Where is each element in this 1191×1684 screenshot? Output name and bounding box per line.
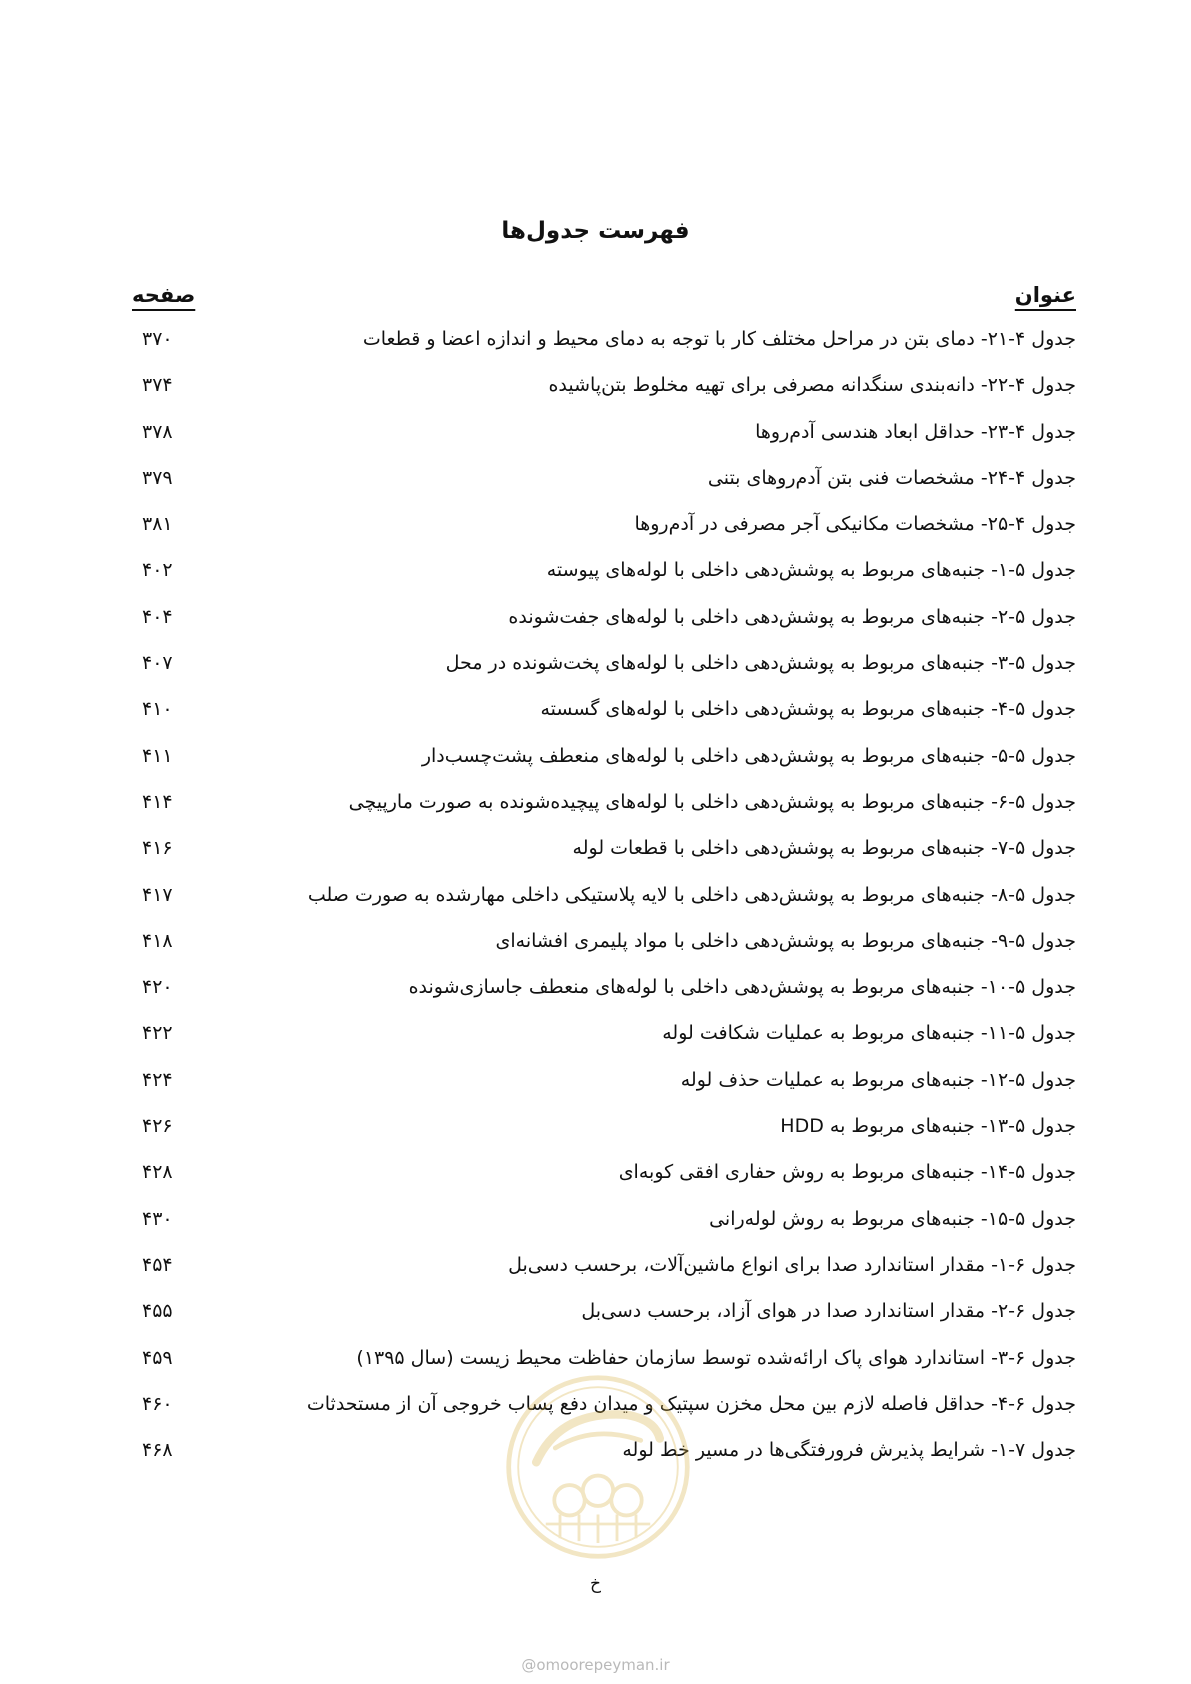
entry-title: جدول ۴-۲۳- حداقل ابعاد هندسی آدم‌روها	[755, 420, 1076, 443]
list-item	[0, 884, 1191, 930]
entry-page-number: ۴۱۶	[142, 837, 173, 860]
entry-title: جدول ۵-۹- جنبه‌های مربوط به پوشش‌دهی داخلی با مواد پلیمری افشانه‌ای	[495, 929, 1076, 952]
entry-title: جدول ۵-۷- جنبه‌های مربوط به پوشش‌دهی داخلی با قطعات لوله	[572, 837, 1076, 860]
list-item	[0, 745, 1191, 791]
watermark-logo-icon	[503, 1372, 693, 1562]
footer-website: @omoorepeyman.ir	[521, 1656, 670, 1674]
page-folio: خ	[590, 1574, 601, 1594]
entry-title: جدول ۵-۶- جنبه‌های مربوط به پوشش‌دهی داخلی با لوله‌های پیچیده‌شونده به صورت مارپیچی	[348, 790, 1076, 813]
entry-page-number: ۴۶۰	[142, 1392, 173, 1415]
entry-page-number: ۳۷۸	[142, 420, 173, 443]
entry-page-number: ۳۷۰	[142, 328, 173, 350]
list-item	[0, 976, 1191, 1022]
entry-title: جدول ۵-۸- جنبه‌های مربوط به پوشش‌دهی داخلی با لایه پلاستیکی داخلی مهارشده به صورت صلب	[307, 883, 1076, 906]
entry-page-number: ۳۸۱	[142, 513, 173, 536]
entry-title: جدول ۴-۲۲- دانه‌بندی سنگدانه مصرفی برای تهیه مخلوط بتن‌پاشیده	[548, 374, 1076, 397]
entry-page-number: ۴۱۱	[142, 744, 173, 767]
entry-page-number: ۳۷۹	[142, 466, 173, 489]
list-item	[0, 1300, 1191, 1346]
entry-page-number: ۴۱۸	[142, 929, 173, 952]
entry-title: جدول ۵-۱۲- جنبه‌های مربوط به عملیات حذف لوله	[680, 1068, 1076, 1091]
list-item	[0, 421, 1191, 467]
list-item	[0, 1115, 1191, 1161]
entry-page-number: ۴۲۴	[142, 1068, 173, 1091]
entry-title: جدول ۵-۳- جنبه‌های مربوط به پوشش‌دهی داخلی با لوله‌های پخت‌شونده در محل	[445, 652, 1076, 675]
entry-title: جدول ۵-۵- جنبه‌های مربوط به پوشش‌دهی داخلی با لوله‌های منعطف پشت‌چسب‌دار	[421, 744, 1076, 767]
list-item	[0, 791, 1191, 837]
list-item	[0, 930, 1191, 976]
entry-title: جدول ۵-۱- جنبه‌های مربوط به پوشش‌دهی داخلی با لوله‌های پیوسته	[546, 559, 1076, 582]
title-column-header: عنوان	[1014, 283, 1076, 307]
list-item	[0, 1069, 1191, 1115]
entry-title: جدول ۵-۱۳- جنبه‌های مربوط به HDD	[780, 1115, 1076, 1138]
entry-page-number: ۴۱۴	[142, 790, 173, 813]
entry-title: جدول ۴-۲۵- مشخصات مکانیکی آجر مصرفی در آدم‌روها	[634, 513, 1076, 536]
list-item	[0, 467, 1191, 513]
entry-title: جدول ۶-۱- مقدار استاندارد صدا برای انواع ماشین‌آلات، برحسب دسی‌بل	[508, 1253, 1076, 1276]
entry-page-number: ۴۵۴	[142, 1253, 173, 1276]
list-item	[0, 1254, 1191, 1300]
list-item	[0, 698, 1191, 744]
entry-title: جدول ۵-۲- جنبه‌های مربوط به پوشش‌دهی داخلی با لوله‌های جفت‌شونده	[508, 605, 1076, 628]
list-item	[0, 1022, 1191, 1068]
entry-page-number: ۴۵۵	[142, 1300, 173, 1323]
entry-title: جدول ۷-۱- شرایط پذیرش فرورفتگی‌ها در مسیر خط لوله	[622, 1439, 1076, 1462]
entry-page-number: ۴۲۸	[142, 1161, 173, 1184]
list-item	[0, 559, 1191, 605]
entry-page-number: ۴۰۴	[142, 605, 173, 628]
list-item	[0, 1161, 1191, 1207]
page-title: فهرست جدول‌ها	[501, 218, 690, 244]
list-item	[0, 374, 1191, 420]
entry-page-number: ۴۲۶	[142, 1115, 173, 1138]
entry-title: جدول ۵-۴- جنبه‌های مربوط به پوشش‌دهی داخلی با لوله‌های گسسته	[540, 698, 1076, 721]
entry-page-number: ۴۱۷	[142, 883, 173, 906]
entry-page-number: ۴۶۸	[142, 1439, 173, 1462]
entry-page-number: ۴۱۰	[142, 698, 173, 721]
list-item	[0, 1208, 1191, 1254]
page-column-header: صفحه	[132, 283, 196, 307]
entry-page-number: ۴۰۷	[142, 652, 173, 675]
entry-title: جدول ۴-۲۱- دمای بتن در مراحل مختلف کار با توجه به دمای محیط و اندازه اعضا و قطعات	[362, 328, 1076, 350]
list-item	[0, 328, 1191, 374]
entry-title: جدول ۴-۲۴- مشخصات فنی بتن آدم‌روهای بتنی	[707, 466, 1076, 489]
entry-page-number: ۴۳۰	[142, 1207, 173, 1230]
entry-page-number: ۳۷۴	[142, 374, 173, 397]
entry-page-number: ۴۰۲	[142, 559, 173, 582]
entry-title: جدول ۵-۱۰- جنبه‌های مربوط به پوشش‌دهی داخلی با لوله‌های منعطف جاسازی‌شونده	[408, 976, 1076, 999]
table-of-contents-list	[0, 328, 1191, 1485]
entry-title: جدول ۶-۴- حداقل فاصله لازم بین محل مخزن سپتیک و میدان دفع پساب خروجی آن از مستحدثات	[306, 1392, 1076, 1415]
list-item	[0, 837, 1191, 883]
list-item	[0, 652, 1191, 698]
entry-title: جدول ۵-۱۱- جنبه‌های مربوط به عملیات شکافت لوله	[662, 1022, 1076, 1045]
entry-title: جدول ۶-۳- استاندارد هوای پاک ارائه‌شده توسط سازمان حفاظت محیط زیست (سال ۱۳۹۵)	[356, 1346, 1076, 1369]
entry-title: جدول ۶-۲- مقدار استاندارد صدا در هوای آزاد، برحسب دسی‌بل	[581, 1300, 1076, 1323]
entry-title: جدول ۵-۱۵- جنبه‌های مربوط به روش لوله‌رانی	[709, 1207, 1076, 1230]
entry-page-number: ۴۲۰	[142, 976, 173, 999]
entry-page-number: ۴۵۹	[142, 1346, 173, 1369]
entry-page-number: ۴۲۲	[142, 1022, 173, 1045]
list-item	[0, 606, 1191, 652]
entry-title: جدول ۵-۱۴- جنبه‌های مربوط به روش حفاری افقی کوبه‌ای	[618, 1161, 1076, 1184]
list-item	[0, 513, 1191, 559]
